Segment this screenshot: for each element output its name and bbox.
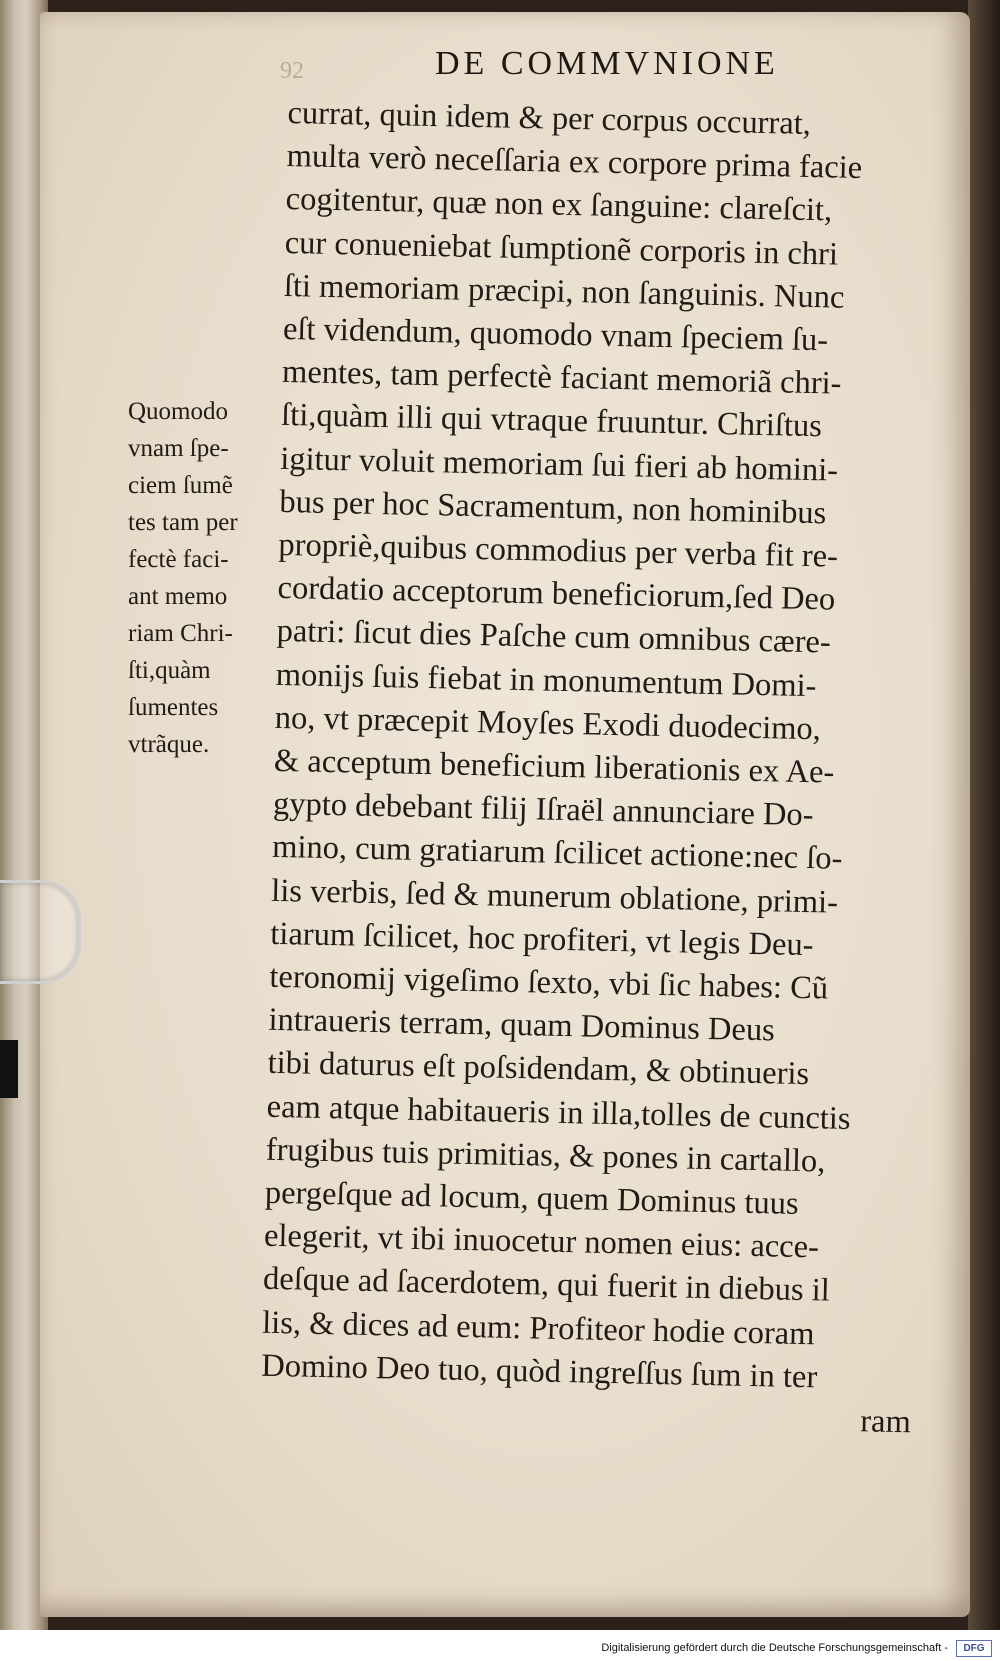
text-line: patri: ſicut dies Paſche cum omnibus cære- — [276, 613, 832, 661]
text-line: tiarum ſcilicet, hoc profiteri, vt legis Deu- — [269, 915, 814, 964]
text-line: eam atque habitaueris in illa,tolles de cunctis — [266, 1088, 851, 1137]
text-line: frugibus tuis primitias, & pones in cartallo, — [265, 1131, 826, 1180]
text-line: bus per hoc Sacramentum, non hominibus — [279, 483, 827, 532]
margin-note-line: Quomodo — [128, 398, 228, 425]
dfg-logo: DFG — [956, 1640, 992, 1657]
text-line: ſti,quàm illi qui vtraque fruuntur. Chriſtus — [280, 397, 823, 445]
text-line: multa verò neceſſaria ex corpore prima facie — [286, 138, 863, 187]
text-line: intraueris terram, quam Dominus Deus — [268, 1002, 776, 1049]
text-line: monijs ſuis fiebat in monumentum Domi- — [275, 656, 817, 704]
text-line: lis verbis, ſed & munerum oblatione, primi- — [270, 872, 839, 921]
text-line: eſt videndum, quomodo vnam ſpeciem ſu- — [282, 310, 829, 359]
body-text — [260, 92, 978, 1445]
margin-note-line: vnam ſpe- — [128, 435, 229, 462]
text-line: no, vt præcepit Moyſes Exodi duodecimo, — [274, 699, 822, 748]
text-line: mino, cum gratiarum ſcilicet actione:nec ſo- — [271, 829, 843, 878]
page-number: 92 — [280, 58, 304, 84]
margin-note-line: ſti,quàm — [128, 657, 211, 684]
margin-note-line: ſumentes — [128, 694, 219, 721]
running-head: DE COMMVNIONE — [435, 45, 779, 82]
text-line: mentes, tam perfectè faciant memoriã chri- — [281, 354, 842, 402]
margin-note — [128, 393, 288, 763]
text-line: cogitentur, quæ non ex ſanguine: clareſcit, — [285, 181, 833, 229]
text-line: cur conueniebat ſumptionẽ corporis in chri — [284, 224, 839, 273]
text-line: deſque ad ſacerdotem, qui fuerit in diebus il — [262, 1261, 831, 1310]
text-line: teronomij vigeſimo ſexto, vbi ſic habes: Cũ — [269, 958, 829, 1007]
text-line: Domino Deo tuo, quòd ingreſſus ſum in ter — [260, 1347, 818, 1396]
margin-note-line: riam Chri- — [128, 620, 233, 647]
text-line: gypto debebant filij Iſraël annunciare Do- — [272, 786, 814, 834]
margin-note-line: tes tam per — [128, 509, 238, 536]
text-line: currat, quin idem & per corpus occurrat, — [287, 94, 812, 142]
page-clip — [0, 880, 81, 984]
text-line: cordatio acceptorum beneficiorum,ſed Deo — [277, 570, 836, 618]
digitization-credit: Digitalisierung gefördert durch die Deutsche Forschungsgemeinschaft - — [601, 1642, 948, 1654]
margin-note-line: ant memo — [128, 583, 228, 610]
margin-note-line: vtrãque. — [128, 731, 210, 758]
text-line: propriè,quibus commodius per verba fit re- — [278, 526, 839, 575]
margin-note-line: fectè faci- — [128, 546, 229, 573]
margin-note-line: ciem ſumẽ — [128, 472, 233, 499]
text-line: ſti memoriam præcipi, non ſanguinis. Nunc — [283, 267, 845, 316]
text-line: elegerit, vt ibi inuocetur nomen eius: acce- — [263, 1218, 820, 1266]
text-line: pergeſque ad locum, quem Dominus tuus — [264, 1174, 799, 1223]
text-line: & acceptum beneficium liberationis ex Ae- — [273, 742, 835, 791]
catchword: ram — [859, 1403, 912, 1441]
text-line: lis, & dices ad eum: Profiteor hodie coram — [261, 1304, 815, 1352]
page-marker-tab — [0, 1040, 18, 1098]
text-line: tibi daturus eſt poſsidendam, & obtinueris — [267, 1045, 810, 1093]
text-line: igitur voluit memoriam ſui fieri ab homini- — [279, 440, 839, 489]
